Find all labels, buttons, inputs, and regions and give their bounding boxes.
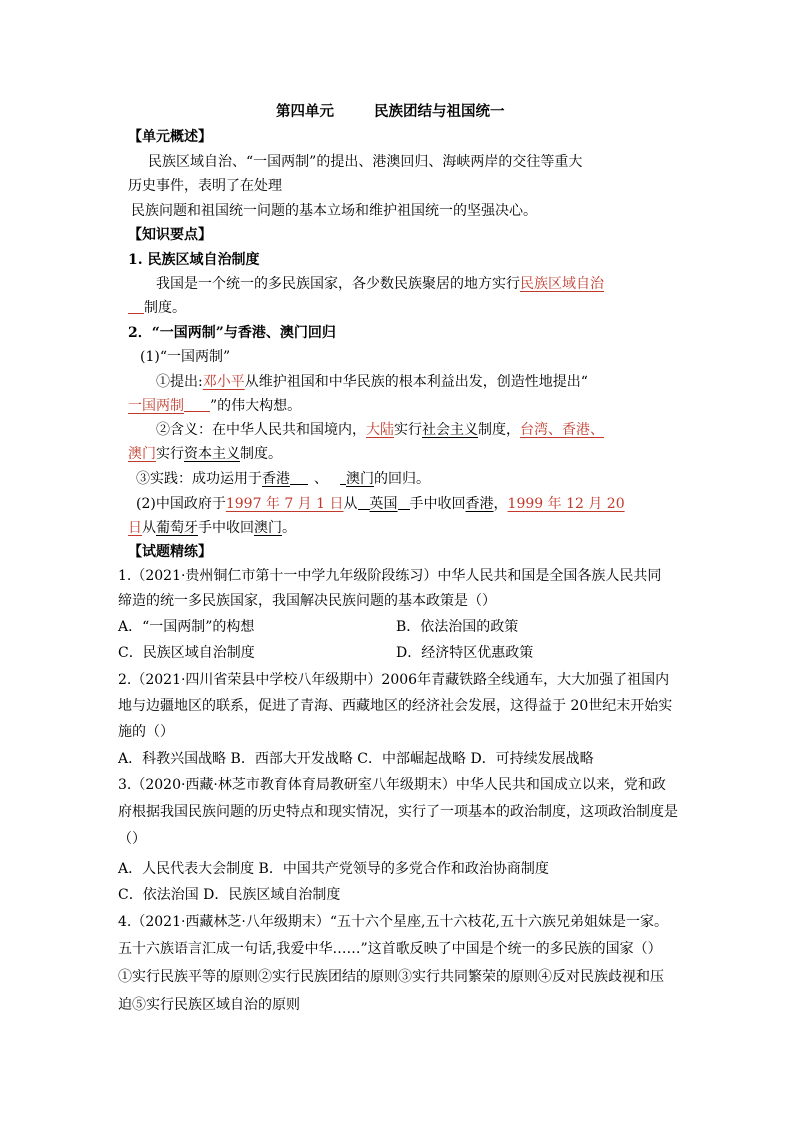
- answer-britain: 英国: [369, 496, 398, 512]
- question-4-line-3: ①实行民族平等的原则②实行民族团结的原则③实行共同繁荣的原则④反对民族歧视和压: [118, 969, 664, 985]
- section-1-text-end: 制度。: [128, 298, 186, 318]
- question-3-line-1: 3.（2020·西藏·林芝市教育体育局教研室八年级期末）中华人民共和国成立以来，党和政: [118, 777, 666, 793]
- page-title: [276, 102, 505, 122]
- knowledge-heading: 【知识要点】: [128, 227, 212, 243]
- section-1-title: 1. 民族区域自治制度: [128, 252, 260, 268]
- answer-hongkong-2: 香港: [465, 496, 494, 512]
- question-1-option-a: A．“一国两制”的构想: [118, 619, 255, 635]
- overview-heading: 【单元概述】: [128, 129, 212, 145]
- question-2-line-3: 施的（）: [118, 724, 174, 740]
- answer-socialism: 社会主义: [422, 422, 478, 438]
- question-3-line-3: （）: [118, 831, 146, 847]
- question-1-option-c: C．民族区域自治制度: [118, 645, 255, 661]
- point-2-end: 澳门实行资本主义制度。: [128, 446, 282, 462]
- overview-line-3: 民族问题和祖国统一问题的基本立场和维护祖国统一的坚强决心。: [131, 203, 537, 219]
- question-4-line-2: 五十六族语言汇成一句话,我爱中华……”这首歌反映了中国是个统一的多民族的国家（）: [118, 941, 662, 957]
- section-1-text: 我国是一个统一的多民族国家，各少数民族聚居的地方实行民族区域自治: [156, 276, 604, 292]
- point-3: ③实践：成功运用于香港 、 澳门的回归。: [136, 471, 430, 487]
- question-1-line-1: 1.（2021·贵州铜仁市第十一中学九年级阶段练习）中华人民共和国是全国各族人民共同: [118, 568, 662, 584]
- question-2-line-1: 2.（2021·四川省荣县中学校八年级期中）2006年青藏铁路全线通车，大大加强了祖国内: [118, 672, 670, 688]
- answer-capitalism: 资本主义: [184, 446, 240, 462]
- question-4-line-4: 迫⑤实行民族区域自治的原则: [118, 997, 300, 1013]
- unit-label: 第四单元: [276, 103, 334, 120]
- question-3-options-cd: C．依法治国 D．民族区域自治制度: [118, 887, 341, 903]
- question-3-line-2: 府根据我国民族问题的历史特点和现实情况，实行了一项基本的政治制度，这项政治制度是: [118, 804, 678, 820]
- question-2-line-2: 地与边疆地区的联系，促进了青海、西藏地区的经济社会发展，这得益于 20世纪末开始实: [118, 698, 673, 714]
- answer-regions: 台湾、香港、: [520, 422, 604, 438]
- question-2-options: A．科教兴国战略 B．西部大开发战略 C．中部崛起战略 D．可持续发展战略: [118, 751, 594, 767]
- point-1: ①提出:邓小平从维护祖国和中华民族的根本利益出发，创造性地提出“: [156, 374, 588, 390]
- subsection-2-end: 日从葡萄牙手中收回澳门。: [128, 520, 296, 536]
- answer-date-1997: 1997 年 7 月 1 日: [225, 496, 344, 512]
- question-1-line-2: 缔造的统一多民族国家，我国解决民族问题的基本政策是（）: [118, 593, 496, 609]
- answer-day: 日: [128, 520, 142, 536]
- answer-one-country-two-systems: 一国两制: [128, 398, 184, 414]
- overview-line-2: 历史事件，表明了在处理: [128, 178, 282, 194]
- answer-dengxiaoping: 邓小平: [202, 374, 245, 390]
- question-4-line-1: 4.（2021·西藏林芝·八年级期末）“五十六个星座,五十六枝花,五十六族兄弟姐妹是一家。: [118, 914, 668, 930]
- answer-macau-2: 澳门: [346, 471, 374, 487]
- subsection-1-title: (1)“一国两制”: [140, 349, 231, 365]
- exercises-heading: 【试题精练】: [128, 544, 212, 560]
- question-3-options-ab: A．人民代表大会制度 B．中国共产党领导的多党合作和政治协商制度: [118, 861, 549, 877]
- point-1-end: 一国两制 ”的伟大构想。: [128, 398, 302, 414]
- answer-mainland: 大陆: [366, 422, 394, 438]
- question-1-option-d: D．经济特区优惠政策: [396, 645, 534, 661]
- question-1-option-b: B．依法治国的政策: [396, 619, 519, 635]
- answer-macau: 澳门: [128, 446, 156, 462]
- point-2: ②含义：在中华人民共和国境内，大陆实行社会主义制度，台湾、香港、: [156, 422, 604, 438]
- subsection-2: (2)中国政府于1997 年 7 月 1 日从 英国 手中收回香港，1999 年 12 月 20: [136, 496, 625, 512]
- answer-autonomy: 民族区域自治: [520, 276, 604, 292]
- section-2-title: 2．“一国两制”与香港、澳门回归: [128, 325, 336, 341]
- answer-hongkong: 香港: [262, 471, 290, 487]
- answer-date-1999: 1999 年 12 月 20: [507, 496, 625, 512]
- overview-line-1: 民族区域自治、“一国两制”的提出、港澳回归、海峡两岸的交往等重大: [148, 154, 583, 170]
- answer-portugal: 葡萄牙: [156, 520, 198, 536]
- unit-name: 民族团结与祖国统一: [374, 103, 505, 120]
- answer-macau-3: 澳门: [254, 520, 282, 536]
